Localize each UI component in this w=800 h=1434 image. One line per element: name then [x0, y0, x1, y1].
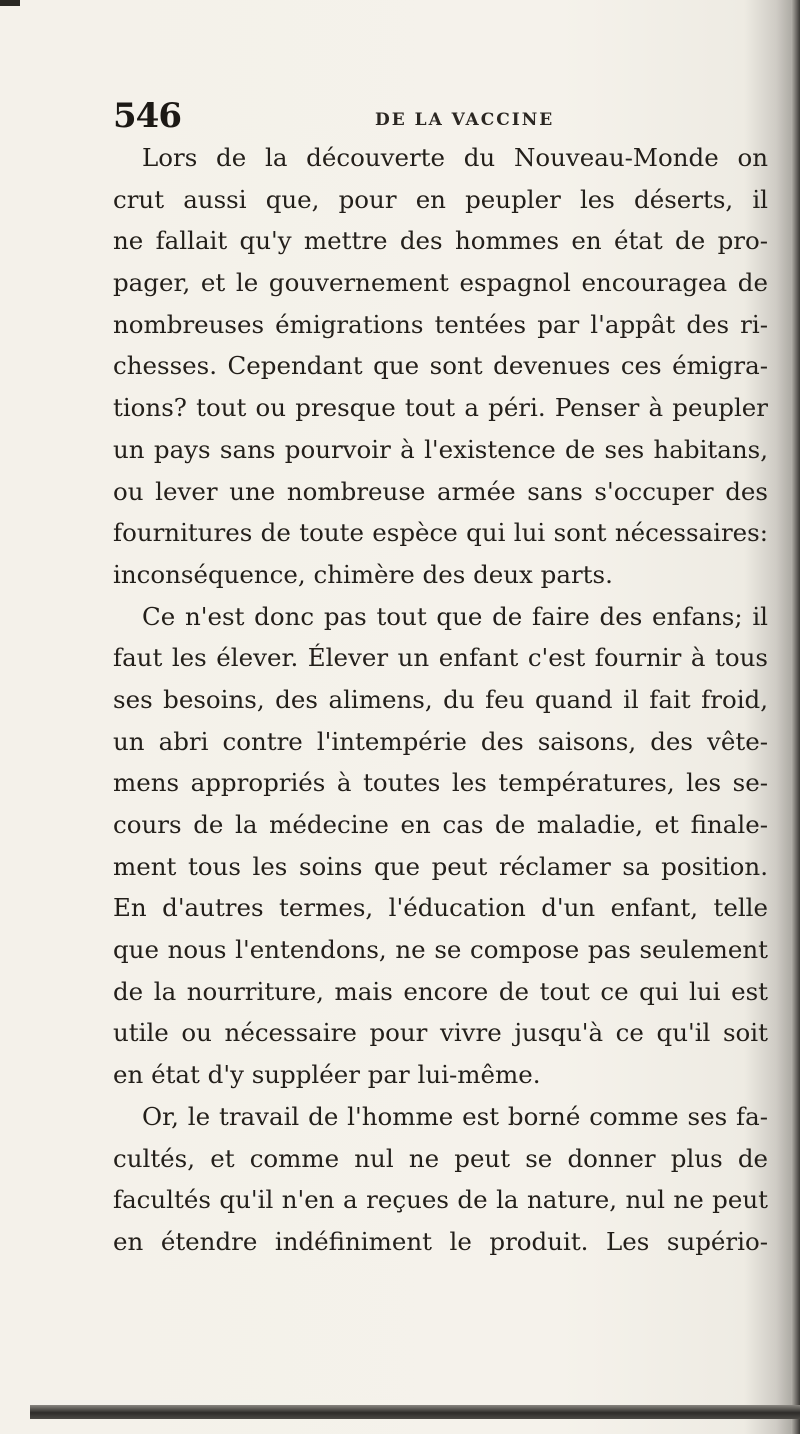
text-line: ment tous les soins que peut réclamer sa position.	[113, 851, 768, 881]
body-text	[113, 137, 768, 1263]
text-line: cultés, et comme nul ne peut se donner plus de	[113, 1143, 768, 1173]
page-spine-shadow	[791, 0, 800, 1434]
text-line: cours de la médecine en cas de maladie, et finale-	[113, 810, 768, 839]
text-line: pager, et le gouvernement espagnol encouragea de	[113, 268, 768, 298]
text-line: que nous l'entendons, ne se compose pas seulement	[113, 935, 768, 965]
text-line: facultés qu'il n'en a reçues de la nature, nul ne peut	[113, 1185, 768, 1215]
text-line: en étendre indéfiniment le produit. Les supério-	[113, 1226, 768, 1256]
text-line: crut aussi que, pour en peupler les déserts, il	[113, 184, 768, 214]
text-line: nombreuses émigrations tentées par l'appât des ri-	[113, 309, 768, 339]
text-line: Lors de la découverte du Nouveau-Monde on	[142, 143, 768, 172]
text-line: inconséquence, chimère des deux parts.	[113, 559, 613, 589]
text-line: ne fallait qu'y mettre des hommes en état de pro-	[113, 226, 768, 256]
running-head: DE LA VACCINE	[375, 110, 555, 130]
top-corner-shadow	[0, 0, 20, 6]
text-line: tions? tout ou presque tout a péri. Penser à peupler	[113, 393, 768, 423]
text-line: chesses. Cependant que sont devenues ces émigra-	[113, 351, 768, 381]
text-line: de la nourriture, mais encore de tout ce qui lui est	[113, 976, 768, 1006]
text-line: fournitures de toute espèce qui lui sont nécessaires:	[113, 518, 768, 548]
text-line: faut les élever. Élever un enfant c'est fournir à tous	[113, 643, 768, 673]
page-number: 546	[113, 96, 181, 136]
text-line: un abri contre l'intempérie des saisons, des vête-	[113, 726, 768, 756]
text-line: Ce n'est donc pas tout que de faire des enfans; il	[142, 601, 768, 631]
text-line: ses besoins, des alimens, du feu quand il fait froid,	[113, 684, 768, 714]
text-line: ou lever une nombreuse armée sans s'occuper des	[113, 476, 768, 506]
text-line: En d'autres termes, l'éducation d'un enfant, telle	[113, 893, 768, 923]
text-line: mens appropriés à toutes les températures, les se-	[113, 768, 768, 798]
text-line: en état d'y suppléer par lui-même.	[113, 1060, 541, 1090]
text-line: Or, le travail de l'homme est borné comme ses fa-	[142, 1101, 768, 1131]
bottom-page-edge	[30, 1405, 800, 1419]
text-line: un pays sans pourvoir à l'existence de ses habitans,	[113, 434, 768, 464]
text-line: utile ou nécessaire pour vivre jusqu'à ce qu'il soit	[113, 1018, 768, 1048]
